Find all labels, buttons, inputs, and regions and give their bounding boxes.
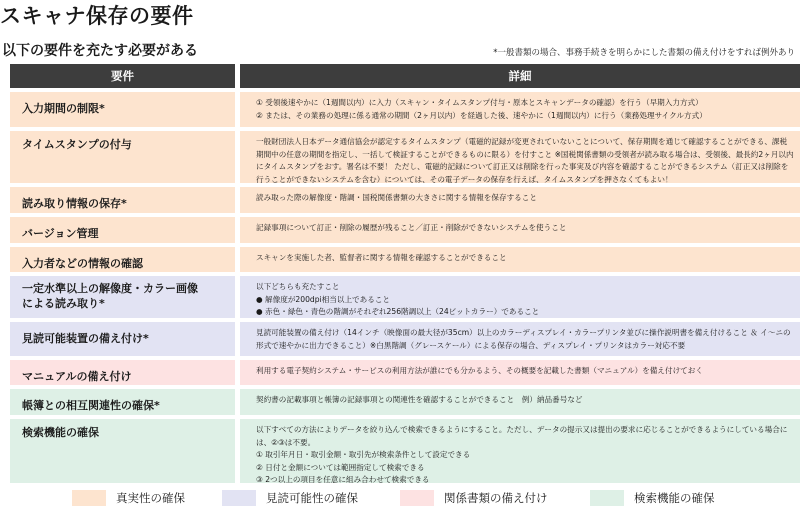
requirement-cell: マニュアルの備え付け	[10, 360, 235, 385]
detail-cell	[240, 276, 800, 318]
table-row	[10, 217, 800, 243]
detail-line: ● 解像度が200dpi相当以上であること	[256, 294, 391, 304]
legend-label: 検索機能の確保	[634, 491, 715, 505]
detail-cell	[240, 247, 800, 272]
legend-item	[72, 490, 185, 506]
detail-line: 記録事項について訂正・削除の履歴が残ること／訂正・削除ができないシステムを使うこと	[256, 223, 567, 232]
detail-cell	[240, 187, 800, 213]
detail-cell	[240, 131, 800, 183]
detail-cell	[240, 322, 800, 356]
requirement-cell: 入力者などの情報の確認	[10, 247, 235, 272]
legend-item	[400, 490, 548, 506]
footnote: *一般書類の場合、事務手続きを明らかにした書類の備え付けをすれば例外あり	[493, 48, 795, 58]
page-subtitle: 以下の要件を充たす必要がある	[2, 43, 198, 59]
legend-item	[590, 490, 715, 506]
legend-swatch	[590, 490, 624, 506]
table-row	[10, 276, 800, 318]
detail-line: 利用する電子契約システム・サービスの利用方法が誰にでも分かるよう、その概要を記載した書類（マニュアル）を備え付けておく	[256, 366, 703, 375]
table-row	[10, 247, 800, 272]
table-row	[10, 131, 800, 183]
requirement-cell: 一定水準以上の解像度・カラー画像 による読み取り*	[10, 276, 235, 318]
legend-item	[222, 490, 358, 506]
detail-line: 契約書の記載事項と帳簿の記録事項との関連性を確認することができること 例）納品番号など	[256, 395, 583, 404]
requirement-cell: 帳簿との相互関連性の確保*	[10, 389, 235, 415]
table-row	[10, 322, 800, 356]
detail-cell	[240, 360, 800, 385]
legend-label: 関係書類の備え付け	[444, 491, 548, 505]
detail-cell	[240, 419, 800, 483]
requirement-cell: 入力期間の制限*	[10, 92, 235, 127]
legend-swatch	[72, 490, 106, 506]
requirement-cell: 検索機能の確保	[10, 419, 235, 483]
detail-line: ③ 2つ以上の項目を任意に組み合わせて検索できる	[256, 475, 430, 484]
detail-line: ② または、その業務の処理に係る通常の期間（2ヶ月以内）を経過した後、速やかに（1週間以内）に行う（業務処理サイクル方式）	[256, 110, 707, 120]
detail-line: ② 日付と金額については範囲指定して検索できる	[256, 462, 425, 472]
detail-line: 見読可能装置の備え付け（14インチ（映像面の最大径が35cm）以上のカラーディスプレイ・カラープリンタ並びに操作説明書を備え付けること ＆ イ～ニの形式で速やかに出力できること）※白黒階調（グレースケール）による保存の場合、ディスプレイ・プリンタはカラー対応不要	[256, 328, 791, 350]
detail-cell	[240, 217, 800, 243]
table-row	[10, 389, 800, 415]
legend-swatch	[222, 490, 256, 506]
page-title: スキャナ保存の要件	[0, 4, 194, 28]
detail-line: 以下すべての方法によりデータを絞り込んで検索できるようにすること。ただし、データの提示又は提出の要求に応じることができるようにしている場合には、②③は不要。	[256, 425, 788, 447]
legend-swatch	[400, 490, 434, 506]
requirement-cell: 見読可能装置の備え付け*	[10, 322, 235, 356]
detail-line: スキャンを実施した者、監督者に関する情報を確認することができること	[256, 253, 507, 262]
table-row	[10, 92, 800, 127]
header-detail: 詳細	[240, 64, 800, 88]
table-row	[10, 360, 800, 385]
requirement-cell: タイムスタンプの付与	[10, 131, 235, 183]
detail-line: 一般財団法人日本データ通信協会が認定するタイムスタンプ（電磁的記録が変更されていないことについて、保存期間を通じて確認することができる、課税期間中の任意の期間を指定し、一括して検証することができるものに限る）を付すこと ※国税関係書類の受領者が読み取る場合は、受領後、最長約2ヶ月以内にタイムスタンプをおす。署名は不要！ ただし、電磁的記録について訂正又は削除を行った事実及び内容を確認することができるシステム（訂正又は削除を行うことができないシステムを含む）については、その電子データの保存を行えば、タイムスタンプを押さなくてもよい！	[256, 137, 794, 184]
header-requirement: 要件	[10, 64, 235, 88]
detail-line: 読み取った際の解像度・階調・国税関係書類の大きさに関する情報を保存すること	[256, 193, 537, 202]
detail-cell	[240, 389, 800, 415]
detail-cell	[240, 92, 800, 127]
detail-line: ① 受領後速やかに（1週間以内）に入力（スキャン・タイムスタンプ付与・原本とスキャンデータの確認）を行う（早期入力方式）	[256, 98, 703, 107]
legend-label: 見読可能性の確保	[266, 491, 358, 505]
detail-line: ● 赤色・緑色・青色の階調がそれぞれ256階調以上（24ビットカラー）であること	[256, 307, 540, 316]
requirement-cell: 読み取り情報の保存*	[10, 187, 235, 213]
detail-line: ① 取引年月日・取引金額・取引先が検索条件として設定できる	[256, 450, 471, 459]
requirement-cell: バージョン管理	[10, 217, 235, 243]
table-row	[10, 419, 800, 483]
table-row	[10, 187, 800, 213]
detail-line: 以下どちらも充たすこと	[256, 282, 340, 291]
legend-label: 真実性の確保	[116, 491, 185, 505]
legend	[0, 490, 800, 512]
